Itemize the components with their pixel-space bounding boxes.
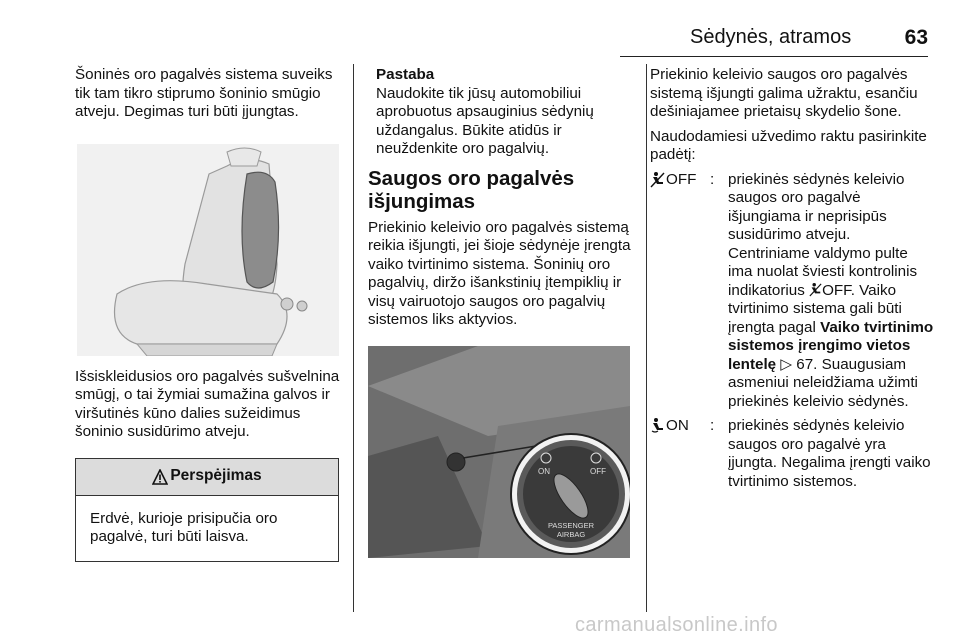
column-1 [75, 66, 343, 562]
note-text: Naudokite tik jūsų automobiliui aprobuotus apsauginius sėdynių uždangalus. Būkite atidūs ir neuždenkite oro pagalvių. [376, 84, 594, 157]
position-off-text-b: OFF. Vaiko tvirtinimo sistema gali būti įrengta pagal [728, 281, 902, 336]
note-title: Pastaba [376, 66, 435, 83]
warning-text: Erdvė, kurioje prisipučia oro pagalvė, turi būti laisva. [90, 509, 278, 545]
switch-location-text: Priekinio keleivio saugos oro pagalvės sistemą išjungti galima užraktu, esančiu dešiniajamee prietaisų skydelio šone. [650, 66, 918, 120]
position-on-label: ON [666, 417, 689, 434]
switch-on-label: ON [538, 466, 550, 476]
column-2 [368, 66, 632, 558]
airbag-off-indicator-icon [809, 282, 822, 297]
position-off-label: OFF [666, 170, 697, 188]
warning-title: Perspėjimas [170, 467, 262, 485]
switch-off-label: OFF [590, 466, 606, 476]
colon: : [710, 417, 715, 434]
note-block [368, 66, 632, 159]
child-seat-table-link[interactable]: Vaiko tvirtinimo sistemos įrengimo vietos lentelę [728, 318, 934, 373]
warning-box [75, 458, 339, 562]
warning-triangle-icon [152, 469, 168, 485]
position-on-row [650, 417, 935, 491]
select-position-text: Naudodamiesi užvedimo raktu pasirinkite padėtį: [650, 127, 927, 163]
page-header [620, 26, 928, 57]
section-heading: Saugos oro pagalvės išjungimas [368, 166, 575, 213]
switch-passenger-label: PASSENGER [547, 520, 595, 530]
column-3 [650, 66, 935, 491]
airbag-off-icon [650, 171, 665, 188]
side-airbag-intro: Šoninės oro pagalvės sistema suveiks tik tam tikro stiprumo šoninio smūgio atveju. Degimas turi būti įjungtas. [75, 66, 333, 120]
page-number: 63 [904, 26, 928, 49]
position-off-ref-text: 67. Suaugusiam asmeniui neleidžiama užimti priekinės keleivio sėdynės. [728, 355, 918, 410]
watermark: carmanualsonline.info [575, 614, 778, 636]
arrow-ref-icon: ▷ [780, 355, 793, 373]
colon: : [710, 170, 715, 188]
switch-airbag-label: AIRBAG [556, 529, 586, 539]
airbag-caption: Išsiskleidusios oro pagalvės sušvelnina smūgį, o tai žymiai sumažina galvos ir viršutinės kūno dalies sužeidimus šoninio susidūrimo atveju. [75, 367, 340, 440]
position-off-row [650, 171, 935, 412]
airbag-on-icon [650, 417, 665, 434]
passenger-airbag-switch-illustration [368, 346, 630, 558]
position-off-text: priekinės sėdynės keleivio saugos oro pagalvė išjungiama ir neprisipūs susidūrimo atveju. Centriniame valdymo pulte ima nuolat šviesti kontrolinis indikatorius [728, 170, 918, 299]
deactivation-body: Priekinio keleivio oro pagalvės sistemą reikia išjungti, jei šioje sėdynėje įrengta vaiko tvirtinimo sistema. Šoninių oro pagalvių, diržo išankstinių įtempiklių ir visų vairuotojo saugos oro pagalvių sistemos liks aktyvios. [368, 218, 631, 328]
side-airbag-seat-illustration [77, 144, 339, 356]
warning-header [76, 459, 338, 496]
column-divider-1 [353, 64, 354, 612]
page-title: Sėdynės, atramos [690, 26, 852, 48]
column-divider-2 [646, 64, 647, 612]
position-on-text: priekinės sėdynės keleivio saugos oro pagalvė yra įjungta. Negalima įrengti vaiko tvirtinimo sistemos. [728, 417, 931, 490]
